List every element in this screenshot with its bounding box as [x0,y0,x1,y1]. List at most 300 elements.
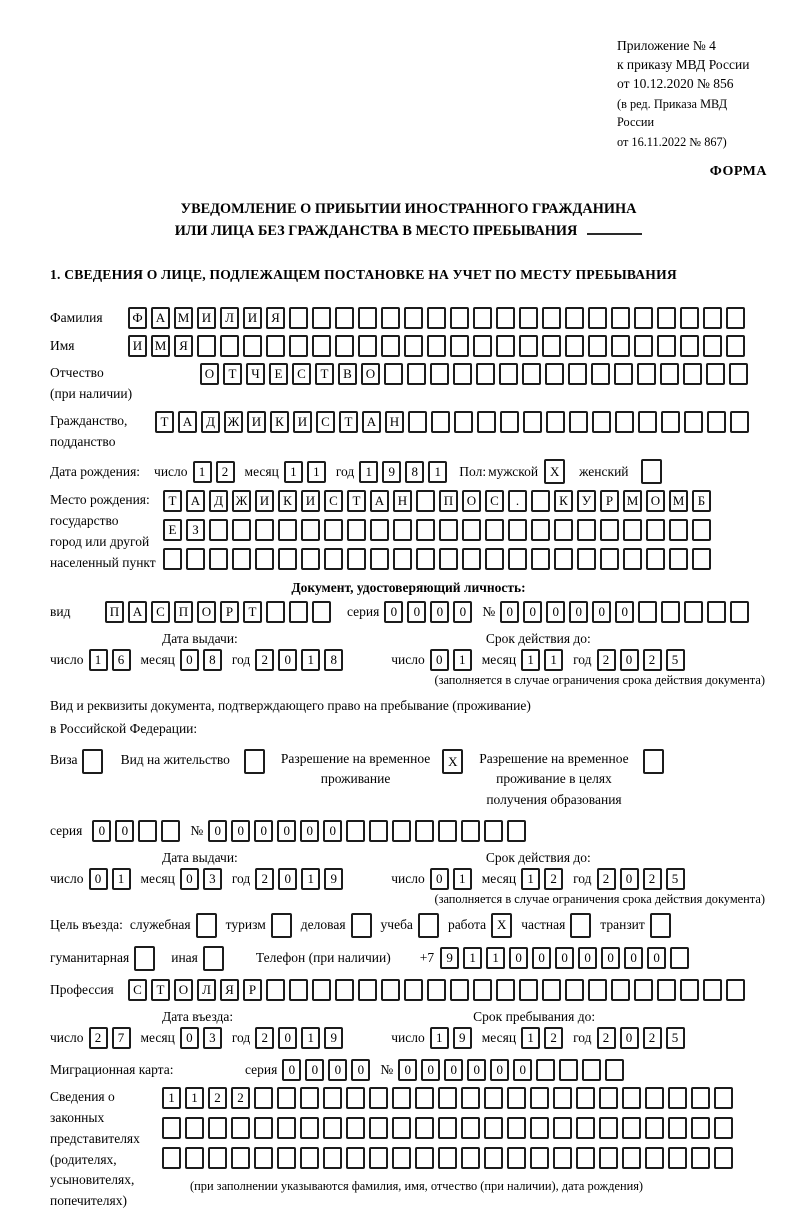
cell[interactable] [209,519,228,541]
cell[interactable] [266,979,285,1001]
cell[interactable] [415,820,434,842]
cell[interactable] [683,363,702,385]
cell[interactable] [531,519,550,541]
cell[interactable] [369,1087,388,1109]
cell[interactable]: 0 [421,1059,440,1081]
cell[interactable]: С [324,490,343,512]
cell[interactable] [255,519,274,541]
cell[interactable]: 1 [162,1087,181,1109]
cell[interactable]: 2 [231,1087,250,1109]
cell[interactable] [323,1087,342,1109]
cell[interactable]: 0 [278,1027,297,1049]
cell[interactable] [416,519,435,541]
cell[interactable] [254,1087,273,1109]
cell[interactable]: М [174,307,193,329]
cell[interactable]: 2 [255,649,274,671]
cell[interactable] [347,519,366,541]
cell[interactable]: О [462,490,481,512]
cell[interactable] [427,979,446,1001]
cell[interactable] [231,1147,250,1169]
cell[interactable] [611,979,630,1001]
cell[interactable]: 2 [89,1027,108,1049]
cell[interactable] [703,979,722,1001]
cell[interactable] [404,307,423,329]
cell[interactable]: 0 [546,601,565,623]
cell[interactable]: 0 [208,820,227,842]
cell[interactable]: 1 [430,1027,449,1049]
cell[interactable] [312,601,331,623]
id-expiry-month-cells[interactable] [521,649,563,671]
cell[interactable] [646,519,665,541]
profession-cells[interactable] [128,979,745,1001]
cell[interactable] [707,411,726,433]
cell[interactable] [692,519,711,541]
cell[interactable] [536,1059,555,1081]
cell[interactable] [346,1087,365,1109]
cell[interactable]: 0 [430,868,449,890]
cell[interactable] [346,1117,365,1139]
cell[interactable] [254,1117,273,1139]
cell[interactable] [289,335,308,357]
cell[interactable] [519,307,538,329]
cell[interactable] [393,548,412,570]
cell[interactable] [438,820,457,842]
id-issue-day-cells[interactable] [89,649,131,671]
cell[interactable]: 2 [208,1087,227,1109]
cell[interactable] [346,1147,365,1169]
cell[interactable]: 0 [430,649,449,671]
cell[interactable] [312,979,331,1001]
cell[interactable]: С [316,411,335,433]
cell[interactable]: 8 [405,461,424,483]
cell[interactable]: А [370,490,389,512]
cell[interactable] [508,548,527,570]
cell[interactable] [638,411,657,433]
cell[interactable]: 3 [203,868,222,890]
cell[interactable]: П [105,601,124,623]
cell[interactable]: Л [220,307,239,329]
cell[interactable] [484,1087,503,1109]
cell[interactable] [358,335,377,357]
cell[interactable] [392,1087,411,1109]
cell[interactable] [622,1147,641,1169]
cell[interactable] [312,335,331,357]
given-name-cells[interactable] [128,335,745,357]
cell[interactable]: 0 [398,1059,417,1081]
cell[interactable]: Т [155,411,174,433]
purpose-other-checkbox[interactable] [203,946,224,971]
cell[interactable] [162,1147,181,1169]
cell[interactable]: 1 [521,649,540,671]
cell[interactable] [415,1087,434,1109]
cell[interactable]: 0 [180,649,199,671]
cell[interactable] [300,1117,319,1139]
cell[interactable] [369,1117,388,1139]
cell[interactable] [638,601,657,623]
cell[interactable] [384,363,403,385]
cell[interactable] [565,979,584,1001]
cell[interactable] [430,363,449,385]
cell[interactable] [243,335,262,357]
legal-reps-cells-row1[interactable] [162,1087,733,1109]
cell[interactable] [542,979,561,1001]
cell[interactable] [565,307,584,329]
cell[interactable]: 1 [521,1027,540,1049]
cell[interactable] [278,519,297,541]
cell[interactable] [670,947,689,969]
cell[interactable]: 1 [301,649,320,671]
temp-residence-edu-checkbox[interactable] [643,749,664,774]
cell[interactable]: 0 [647,947,666,969]
residence-issue-day-cells[interactable] [89,868,131,890]
cell[interactable]: 5 [666,868,685,890]
cell[interactable] [476,363,495,385]
birth-place-cells-row2[interactable] [163,519,711,541]
cell[interactable] [592,411,611,433]
cell[interactable] [289,307,308,329]
stay-month-cells[interactable] [521,1027,563,1049]
cell[interactable]: 0 [620,649,639,671]
cell[interactable]: 0 [351,1059,370,1081]
cell[interactable] [461,1087,480,1109]
cell[interactable]: 0 [180,868,199,890]
surname-cells[interactable] [128,307,745,329]
cell[interactable] [381,979,400,1001]
stay-year-cells[interactable] [597,1027,685,1049]
cell[interactable] [438,1147,457,1169]
cell[interactable] [381,307,400,329]
birth-month-cells[interactable] [284,461,326,483]
cell[interactable] [691,1087,710,1109]
cell[interactable] [335,979,354,1001]
cell[interactable] [300,1087,319,1109]
cell[interactable]: 2 [597,1027,616,1049]
cell[interactable]: И [128,335,147,357]
cell[interactable]: 0 [490,1059,509,1081]
cell[interactable] [559,1059,578,1081]
cell[interactable] [370,548,389,570]
cell[interactable]: 1 [193,461,212,483]
cell[interactable] [232,548,251,570]
purpose-business-checkbox[interactable] [351,913,372,938]
cell[interactable]: М [623,490,642,512]
cell[interactable] [726,307,745,329]
cell[interactable] [408,411,427,433]
cell[interactable] [668,1147,687,1169]
cell[interactable]: 1 [453,649,472,671]
legal-reps-cells-row2[interactable] [162,1117,733,1139]
cell[interactable] [346,820,365,842]
cell[interactable] [599,1147,618,1169]
cell[interactable] [706,363,725,385]
sex-male-checkbox[interactable] [544,459,565,484]
stay-day-cells[interactable] [430,1027,472,1049]
cell[interactable] [703,335,722,357]
cell[interactable] [82,749,103,774]
cell[interactable] [462,548,481,570]
cell[interactable] [278,548,297,570]
cell[interactable] [138,820,157,842]
cell[interactable] [507,1117,526,1139]
cell[interactable] [691,1147,710,1169]
cell[interactable]: 2 [643,868,662,890]
cell[interactable] [614,363,633,385]
cell[interactable] [714,1087,733,1109]
cell[interactable] [542,307,561,329]
cell[interactable]: 8 [203,649,222,671]
cell[interactable] [450,307,469,329]
doc-number-cells[interactable] [500,601,749,623]
cell[interactable] [623,548,642,570]
cell[interactable] [542,335,561,357]
birth-day-cells[interactable] [193,461,235,483]
cell[interactable]: В [338,363,357,385]
cell[interactable] [684,601,703,623]
cell[interactable]: 2 [544,868,563,890]
cell[interactable] [163,548,182,570]
cell[interactable] [220,335,239,357]
cell[interactable]: 0 [407,601,426,623]
cell[interactable] [569,411,588,433]
cell[interactable]: Ф [128,307,147,329]
cell[interactable]: 0 [555,947,574,969]
cell[interactable] [404,335,423,357]
cell[interactable] [484,1147,503,1169]
cell[interactable] [431,411,450,433]
birth-place-cells-row3[interactable] [163,548,711,570]
cell[interactable]: 0 [523,601,542,623]
cell[interactable] [680,335,699,357]
cell[interactable]: И [247,411,266,433]
visa-checkbox[interactable] [82,749,103,774]
cell[interactable] [568,363,587,385]
cell[interactable] [522,363,541,385]
purpose-study-checkbox[interactable] [418,913,439,938]
cell[interactable] [507,1087,526,1109]
cell[interactable]: Ж [224,411,243,433]
doc-series-cells[interactable] [384,601,472,623]
cell[interactable] [134,946,155,971]
cell[interactable] [323,1147,342,1169]
cell[interactable]: Н [393,490,412,512]
cell[interactable]: К [278,490,297,512]
cell[interactable] [301,519,320,541]
cell[interactable] [392,820,411,842]
cell[interactable] [358,979,377,1001]
cell[interactable]: Е [163,519,182,541]
residence-number-cells[interactable] [208,820,526,842]
cell[interactable]: 0 [323,820,342,842]
cell[interactable] [277,1147,296,1169]
cell[interactable]: Е [269,363,288,385]
cell[interactable] [231,1117,250,1139]
cell[interactable] [657,979,676,1001]
cell[interactable]: 2 [255,1027,274,1049]
cell[interactable] [650,913,671,938]
cell[interactable] [196,913,217,938]
cell[interactable]: . [508,490,527,512]
legal-reps-cells-row3[interactable] [162,1147,733,1169]
cell[interactable]: 0 [430,601,449,623]
migration-number-cells[interactable] [398,1059,624,1081]
cell[interactable] [657,335,676,357]
entry-year-cells[interactable] [255,1027,343,1049]
cell[interactable]: 0 [384,601,403,623]
cell[interactable]: 9 [324,1027,343,1049]
cell[interactable]: 0 [592,601,611,623]
cell[interactable]: Т [223,363,242,385]
cell[interactable]: 1 [463,947,482,969]
cell[interactable] [407,363,426,385]
cell[interactable] [588,335,607,357]
cell[interactable] [645,1087,664,1109]
cell[interactable] [576,1117,595,1139]
cell[interactable]: Т [315,363,334,385]
cell[interactable] [507,1147,526,1169]
cell[interactable] [523,411,542,433]
cell[interactable]: 0 [569,601,588,623]
cell[interactable]: Р [243,979,262,1001]
cell[interactable]: Р [600,490,619,512]
cell[interactable] [611,307,630,329]
cell[interactable] [277,1117,296,1139]
cell[interactable]: 9 [324,868,343,890]
cell[interactable] [266,601,285,623]
cell[interactable] [244,749,265,774]
cell[interactable] [450,335,469,357]
cell[interactable]: А [186,490,205,512]
cell[interactable] [473,979,492,1001]
cell[interactable]: 0 [282,1059,301,1081]
cell[interactable] [485,548,504,570]
cell[interactable] [668,1087,687,1109]
cell[interactable] [427,307,446,329]
cell[interactable] [634,335,653,357]
cell[interactable]: Я [220,979,239,1001]
cell[interactable]: 0 [254,820,273,842]
cell[interactable]: 0 [615,601,634,623]
cell[interactable] [404,979,423,1001]
cell[interactable] [553,1147,572,1169]
cell[interactable] [576,1087,595,1109]
cell[interactable]: Т [339,411,358,433]
cell[interactable] [324,519,343,541]
cell[interactable] [611,335,630,357]
cell[interactable] [546,411,565,433]
id-expiry-year-cells[interactable] [597,649,685,671]
cell[interactable]: 0 [620,1027,639,1049]
cell[interactable]: И [243,307,262,329]
cell[interactable]: 5 [666,1027,685,1049]
cell[interactable] [645,1117,664,1139]
purpose-transit-checkbox[interactable] [650,913,671,938]
cell[interactable] [729,363,748,385]
cell[interactable]: 1 [301,868,320,890]
purpose-tourism-checkbox[interactable] [271,913,292,938]
cell[interactable]: С [485,490,504,512]
patronymic-cells[interactable] [200,363,748,385]
entry-day-cells[interactable] [89,1027,131,1049]
cell[interactable]: 0 [89,868,108,890]
cell[interactable] [289,979,308,1001]
cell[interactable] [714,1147,733,1169]
cell[interactable]: 1 [453,868,472,890]
cell[interactable] [208,1147,227,1169]
cell[interactable] [530,1117,549,1139]
cell[interactable] [622,1087,641,1109]
cell[interactable] [496,307,515,329]
cell[interactable] [161,820,180,842]
cell[interactable] [530,1087,549,1109]
cell[interactable]: 9 [382,461,401,483]
residence-expiry-day-cells[interactable] [430,868,472,890]
cell[interactable] [439,519,458,541]
residence-issue-month-cells[interactable] [180,868,222,890]
cell[interactable] [730,601,749,623]
cell[interactable] [473,335,492,357]
cell[interactable]: 0 [532,947,551,969]
cell[interactable]: С [128,979,147,1001]
birth-place-cells-row1[interactable] [163,490,711,512]
cell[interactable]: Т [163,490,182,512]
citizenship-cells[interactable] [155,411,749,433]
cell[interactable]: 2 [216,461,235,483]
cell[interactable] [599,1087,618,1109]
cell[interactable] [714,1117,733,1139]
cell[interactable] [392,1147,411,1169]
cell[interactable] [485,519,504,541]
cell[interactable]: 2 [597,868,616,890]
cell[interactable]: Т [347,490,366,512]
id-issue-month-cells[interactable] [180,649,222,671]
cell[interactable] [186,548,205,570]
cell[interactable]: 0 [500,601,519,623]
cell[interactable]: 0 [278,868,297,890]
cell[interactable]: 0 [115,820,134,842]
cell[interactable]: 0 [231,820,250,842]
cell[interactable] [553,1117,572,1139]
cell[interactable]: О [174,979,193,1001]
cell[interactable]: 1 [307,461,326,483]
cell[interactable] [637,363,656,385]
cell[interactable] [271,913,292,938]
cell[interactable] [203,946,224,971]
cell[interactable] [692,548,711,570]
cell[interactable]: 9 [453,1027,472,1049]
cell[interactable] [416,548,435,570]
cell[interactable] [622,1117,641,1139]
entry-month-cells[interactable] [180,1027,222,1049]
residence-expiry-year-cells[interactable] [597,868,685,890]
cell[interactable] [669,548,688,570]
cell[interactable]: 2 [544,1027,563,1049]
cell[interactable]: А [362,411,381,433]
cell[interactable]: А [128,601,147,623]
cell[interactable] [496,979,515,1001]
cell[interactable]: 1 [89,649,108,671]
cell[interactable]: Н [385,411,404,433]
migration-series-cells[interactable] [282,1059,370,1081]
cell[interactable] [707,601,726,623]
cell[interactable]: Т [243,601,262,623]
cell[interactable]: 1 [428,461,447,483]
cell[interactable]: 1 [112,868,131,890]
cell[interactable] [185,1147,204,1169]
cell[interactable] [347,548,366,570]
cell[interactable]: Я [174,335,193,357]
cell[interactable] [645,1147,664,1169]
cell[interactable] [661,601,680,623]
